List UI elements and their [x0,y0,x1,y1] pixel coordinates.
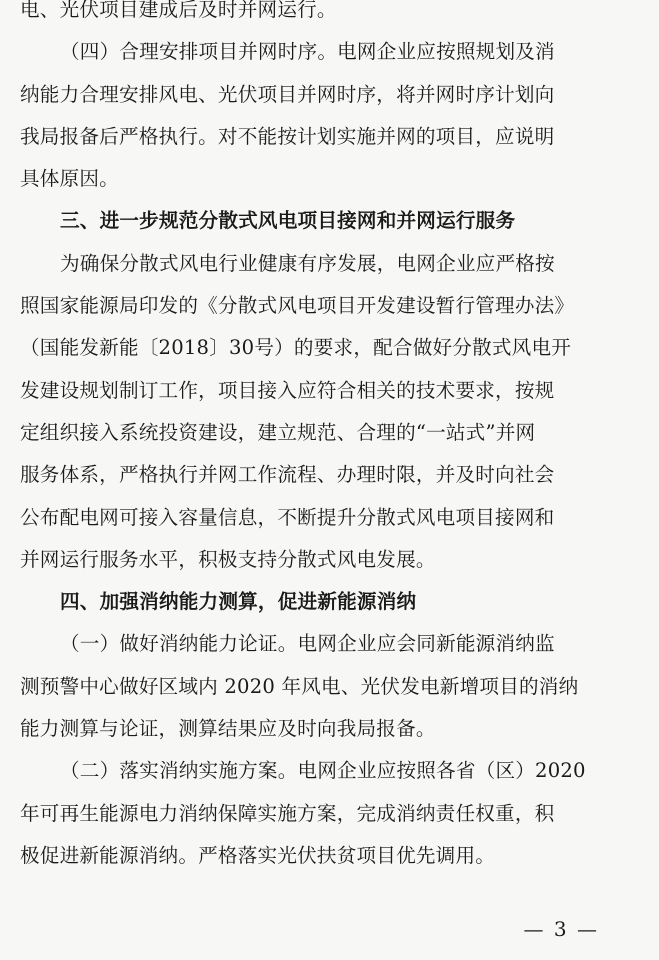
section-heading: 四、加强消纳能力测算，促进新能源消纳 [60,590,417,614]
page-number: — 3 — [523,917,599,941]
paragraph-line: 公布配电网可接入容量信息，不断提升分散式风电项目接网和 [20,505,555,529]
paragraph-line: 为确保分散式风电行业健康有序发展，电网企业应严格按 [60,251,555,275]
paragraph-line: 年可再生能源电力消纳保障实施方案，完成消纳责任权重，积 [20,801,555,825]
paragraph-line: 服务体系，严格执行并网工作流程、办理时限，并及时向社会 [20,463,555,487]
paragraph-line: 能力测算与论证，测算结果应及时向我局报备。 [20,717,436,741]
paragraph-line: （二）落实消纳实施方案。电网企业应按照各省（区）2020 [60,759,586,783]
paragraph-line: 并网运行服务水平，积极支持分散式风电发展。 [20,547,436,571]
paragraph-line: （四）合理安排项目并网时序。电网企业应按照规划及消 [60,40,555,64]
paragraph-line: （一）做好消纳能力论证。电网企业应会同新能源消纳监 [60,632,555,656]
paragraph-line: 极促进新能源消纳。严格落实光伏扶贫项目优先调用。 [20,843,496,867]
paragraph-line: 发建设规划制订工作，项目接入应符合相关的技术要求，按规 [20,378,555,402]
paragraph-line: 电、光伏项目建成后及时并网运行。 [20,0,337,21]
paragraph-line: 测预警中心做好区域内 2020 年风电、光伏发电新增项目的消纳 [20,674,579,698]
paragraph-line: 具体原因。 [20,167,119,191]
section-heading: 三、进一步规范分散式风电项目接网和并网运行服务 [60,209,516,233]
paragraph-line: 纳能力合理安排风电、光伏项目并网时序，将并网时序计划向 [20,82,555,106]
paragraph-line: 照国家能源局印发的《分散式风电项目开发建设暂行管理办法》 [20,294,575,318]
paragraph-line: 定组织接入系统投资建设，建立规范、合理的“一站式”并网 [20,420,536,444]
paragraph-line: 我局报备后严格执行。对不能按计划实施并网的项目，应说明 [20,124,555,148]
paragraph-line: （国能发新能〔2018〕30号）的要求，配合做好分散式风电开 [20,336,572,360]
